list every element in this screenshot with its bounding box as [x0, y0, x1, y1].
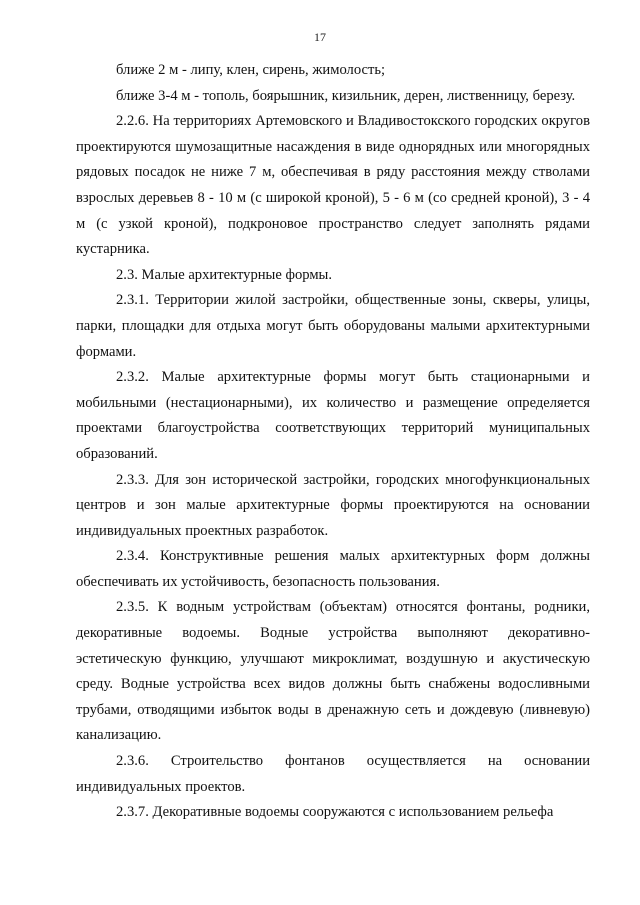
- paragraph-2-3-2: 2.3.2. Малые архитектурные формы могут быть стационарными и мобильными (нестационарными), их количество и размещение определяется проектами благоустройства соответствующих территорий муниципальных образований.: [76, 369, 590, 462]
- paragraph-2-3-3: 2.3.3. Для зон исторической застройки, городских многофункциональных центров и зон малые архитектурные формы проектируются на основании индивидуальных проектных разработок.: [76, 471, 590, 539]
- paragraph-2-3-5: 2.3.5. К водным устройствам (объектам) относятся фонтаны, родники, декоративные водоемы. Водные устройства выполняют декоративно-эстетическую функцию, улучшают микроклимат, воздушную и акустическую среду. Водные устройства всех видов должны быть снабжены водосливными трубами, отводящими избыток воды в дренажную сеть и дождевую (ливневую) канализацию.: [76, 599, 590, 744]
- section-heading-2-3: 2.3. Малые архитектурные формы.: [116, 266, 333, 283]
- page-number: 17: [314, 30, 326, 44]
- paragraph-2-3-7: 2.3.7. Декоративные водоемы сооружаются с использованием рельефа: [116, 804, 554, 821]
- paragraph-2-2-6: 2.2.6. На территориях Артемовского и Владивостокского городских округов проектируются шумозащитные насаждения в виде однорядных или многорядных рядовых посадок не ниже 7 м, обеспечивая в ряду расстояния между стволами взрослых деревьев 8 - 10 м (с широкой кроной), 5 - 6 м (со средней кроной), 3 - 4 м (с узкой кроной), подкроновое пространство следует заполнять рядами кустарника.: [76, 113, 590, 258]
- paragraph-distance-3-4m: ближе 3-4 м - тополь, боярышник, кизильник, дерен, лиственницу, березу.: [116, 87, 576, 104]
- paragraph-2-3-6: 2.3.6. Строительство фонтанов осуществляется на основании индивидуальных проектов.: [76, 753, 590, 795]
- document-body: [76, 58, 590, 826]
- paragraph-2-3-1: 2.3.1. Территории жилой застройки, общественные зоны, скверы, улицы, парки, площадки для отдыха могут быть оборудованы малыми архитектурными формами.: [76, 292, 590, 360]
- paragraph-distance-2m: ближе 2 м - липу, клен, сирень, жимолость;: [116, 62, 386, 78]
- paragraph-2-3-4: 2.3.4. Конструктивные решения малых архитектурных форм должны обеспечивать их устойчивость, безопасность пользования.: [76, 548, 590, 590]
